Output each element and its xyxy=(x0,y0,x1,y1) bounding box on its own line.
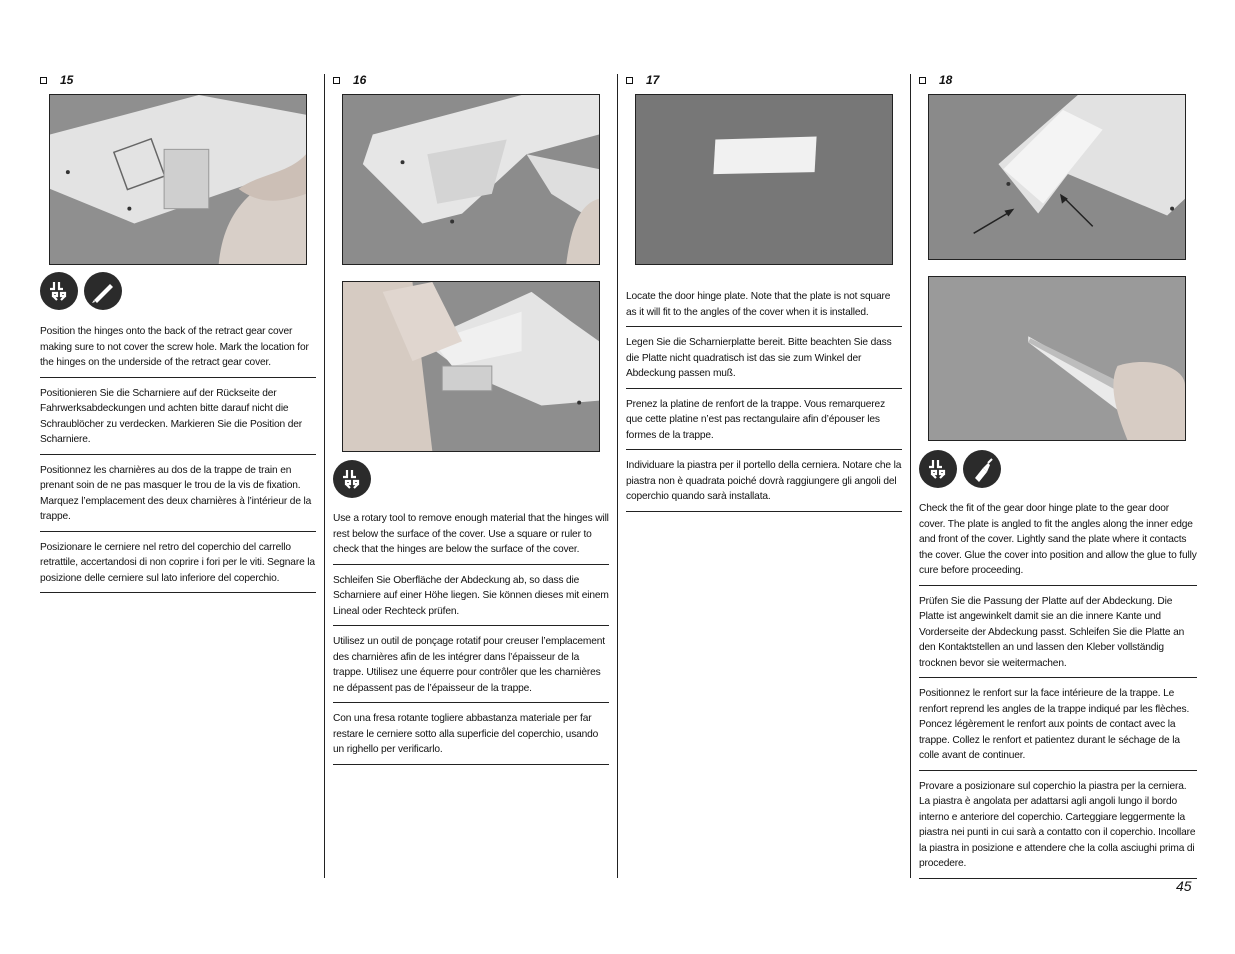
step-16-header xyxy=(333,72,366,88)
step-18-photo-b xyxy=(928,276,1186,441)
text-italian: Provare a posizionare sul coperchio la piastra per la cerniera. La piastra è angolata per adattarsi agli angoli lungo il bordo interno e anteriore del coperchio. Carteggiare leggermente la piastra nei punti in cui sarà a contatto con il coperchio. Incollare la piastra in posizione e attendere che la colla asciughi prima di procedere. xyxy=(919,779,1197,879)
text-english: Position the hinges onto the back of the retract gear cover making sure to not cover the screw hole. Mark the location for the hinges on the underside of the retract gear cover. xyxy=(40,324,316,378)
step-17-photo xyxy=(635,94,893,265)
step-16-photo-b xyxy=(342,281,600,452)
step-15-tool-icons xyxy=(40,272,122,310)
text-english: Check the fit of the gear door hinge plate to the gear door cover. The plate is angled to fit the angles along the inner edge and front of the cover. Lightly sand the plate where it contacts the cover. Glue the cover into position and allow the glue to fully cure before proceeding. xyxy=(919,501,1197,586)
step-16-text xyxy=(333,511,609,773)
step-15-header xyxy=(40,72,73,88)
text-german: Legen Sie die Scharnierplatte bereit. Bitte beachten Sie dass die Platte nicht quadratisch ist das sie zum Winkel der Abdeckung passen muß. xyxy=(626,335,902,389)
page-number: 45 xyxy=(1176,878,1192,894)
text-french: Prenez la platine de renfort de la trappe. Vous remarquerez que cette platine n’est pas rectangulaire afin d’épouser les formes de la trappe. xyxy=(626,397,902,451)
text-italian: Posizionare le cerniere nel retro del coperchio del carrello retrattile, accertandosi di non coprire i fori per le viti. Segnare la posizione delle cerniere sul lato inferiore del coperchio. xyxy=(40,540,316,594)
step-15-photo xyxy=(49,94,307,265)
step-16-tool-icons xyxy=(333,460,371,498)
text-french: Positionnez les charnières au dos de la trappe de train en prenant soin de ne pas masquer le trou de la vis de fixation. Marquez l’emplacement des deux charnières à l’intérieur de la trappe. xyxy=(40,463,316,532)
text-french: Positionnez le renfort sur la face intérieure de la trappe. Le renfort reprend les angles de la trappe indiqué par les flèches. Poncez légèrement le renfort aux points de contact avec la trappe. Collez le renfort et patientez durant le séchage de la colle avant de continuer. xyxy=(919,686,1197,771)
step-number: 17 xyxy=(646,73,660,87)
text-italian: Con una fresa rotante togliere abbastanza materiale per far restare le cerniere sotto alla superficie del coperchio, usando un righello per verificarlo. xyxy=(333,711,609,765)
text-german: Positionieren Sie die Scharniere auf der Rückseite der Fahrwerksabdeckungen und achten bitte darauf nicht die Schraublöcher zu verdecken. Markieren Sie die Position der Scharniere. xyxy=(40,386,316,455)
step-15-text xyxy=(40,324,316,601)
step-18-tool-icons xyxy=(919,450,1001,488)
step-18-header xyxy=(919,72,952,88)
left-right-sides-icon xyxy=(40,272,78,310)
text-french: Utilisez un outil de ponçage rotatif pour creuser l’emplacement des charnières afin de les intégrer dans l’épaisseur de la trappe. Utilisez une équerre pour contrôler que les charnières ne dépassent pas de l’épaisseur de la trappe. xyxy=(333,634,609,703)
glue-bottle-icon xyxy=(963,450,1001,488)
text-italian: Individuare la piastra per il portello della cerniera. Notare che la piastra non è quadrata poiché dovrà raggiungere gli angoli del coperchio quando sarà installata. xyxy=(626,458,902,512)
text-english: Locate the door hinge plate. Note that the plate is not square as it will fit to the angles of the cover when it is installed. xyxy=(626,289,902,327)
text-german: Schleifen Sie Oberfläche der Abdeckung ab, so dass die Scharniere auf einer Höhe liegen. Sie können dieses mit einem Lineal oder Rechteck prüfen. xyxy=(333,573,609,627)
step-number: 18 xyxy=(939,73,953,87)
step-16-photo-a xyxy=(342,94,600,265)
step-number: 15 xyxy=(60,73,74,87)
checkbox-icon[interactable] xyxy=(40,77,47,84)
column-divider xyxy=(910,74,911,878)
marker-pen-icon xyxy=(84,272,122,310)
left-right-sides-icon xyxy=(919,450,957,488)
column-divider xyxy=(617,74,618,878)
text-german: Prüfen Sie die Passung der Platte auf der Abdeckung. Die Platte ist angewinkelt damit sie an die innere Kante und Vorderseite der Abdeckung passt. Schleifen Sie die Platte an den Kontaktstellen an und lassen den Kleber vollständig trocknen bevor sie weitermachen. xyxy=(919,594,1197,679)
text-english: Use a rotary tool to remove enough material that the hinges will rest below the surface of the cover. Use a square or ruler to check that the hinges are below the surface of the cover. xyxy=(333,511,609,565)
column-divider xyxy=(324,74,325,878)
step-17-text xyxy=(626,289,902,520)
checkbox-icon[interactable] xyxy=(919,77,926,84)
step-18-photo-a xyxy=(928,94,1186,260)
step-number: 16 xyxy=(353,73,367,87)
step-17-header xyxy=(626,72,659,88)
step-18-text xyxy=(919,501,1197,887)
left-right-sides-icon xyxy=(333,460,371,498)
checkbox-icon[interactable] xyxy=(626,77,633,84)
checkbox-icon[interactable] xyxy=(333,77,340,84)
